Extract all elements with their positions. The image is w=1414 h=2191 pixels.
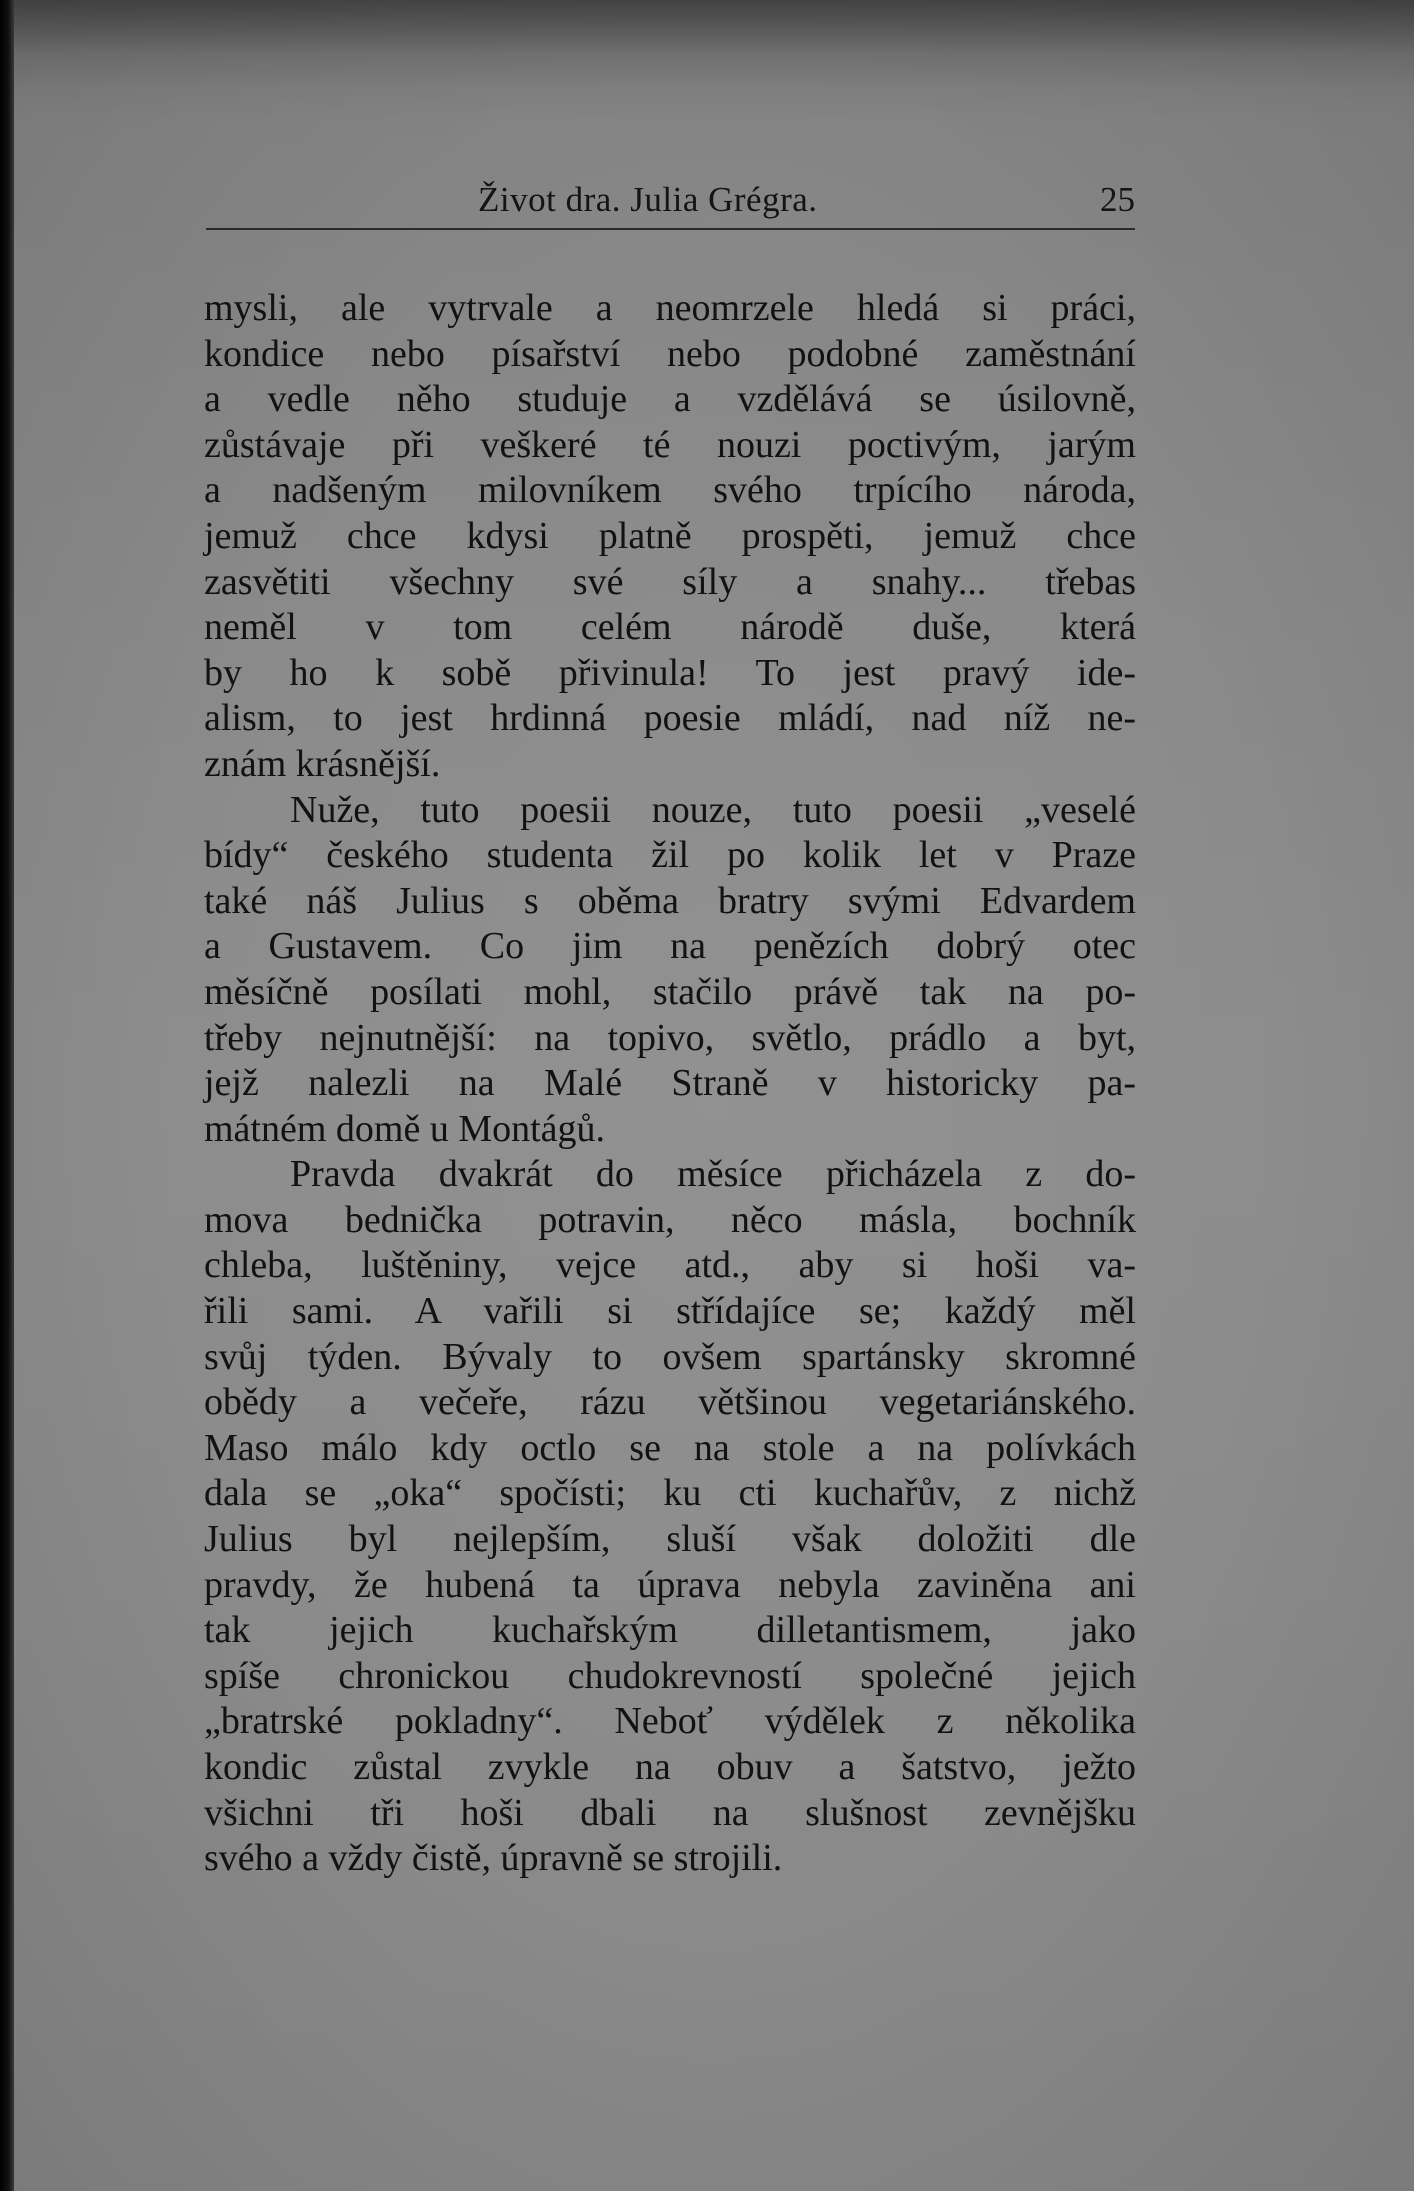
text-line: neměl v tom celém národě duše, která [204, 606, 1136, 649]
text-line: znám krásnější. [204, 742, 441, 785]
text-line: a vedle něho studuje a vzdělává se úsilovně, [204, 378, 1136, 421]
text-line: Maso málo kdy octlo se na stole a na polívkách [204, 1426, 1136, 1469]
text-line: Julius byl nejlepším, sluší však doložiti dle [204, 1518, 1136, 1561]
body-text [204, 286, 1136, 1882]
text-line: mátném domě u Montágů. [204, 1107, 606, 1150]
text-line: Nuže, tuto poesii nouze, tuto poesii „veselé [290, 788, 1136, 831]
text-line: obědy a večeře, rázu většinou vegetariánského. [204, 1381, 1136, 1424]
text-line: jemuž chce kdysi platně prospěti, jemuž chce [204, 514, 1136, 557]
text-line: pravdy, že hubená ta úprava nebyla zaviněna ani [204, 1563, 1136, 1606]
text-line: svůj týden. Bývaly to ovšem spartánsky skromné [204, 1335, 1136, 1378]
text-line: chleba, luštěniny, vejce atd., aby si hoši va- [204, 1244, 1136, 1287]
text-line: bídy“ českého studenta žil po kolik let v Praze [204, 834, 1136, 877]
text-line: Pravda dvakrát do měsíce přicházela z do- [290, 1153, 1136, 1196]
text-line: a nadšeným milovníkem svého trpícího národa, [204, 469, 1136, 512]
text-line: všichni tři hoši dbali na slušnost zevnějšku [204, 1791, 1136, 1834]
text-line: řili sami. A vařili si střídajíce se; každý měl [204, 1290, 1136, 1333]
text-line: zůstávaje při veškeré té nouzi poctivým, jarým [204, 423, 1136, 466]
text-line: kondic zůstal zvykle na obuv a šatstvo, ježto [204, 1746, 1136, 1788]
page-number: 25 [1100, 180, 1135, 219]
text-line: a Gustavem. Co jim na penězích dobrý otec [204, 925, 1136, 968]
text-line: spíše chronickou chudokrevností společné jejich [204, 1654, 1136, 1697]
running-header [206, 178, 1135, 230]
text-line: svého a vždy čistě, úpravně se strojili. [204, 1837, 783, 1880]
running-title: Život dra. Julia Grégra. [478, 180, 818, 219]
text-line: zasvětiti všechny své síly a snahy... třebas [204, 560, 1136, 603]
text-line: by ho k sobě přivinula! To jest pravý ide- [204, 651, 1136, 694]
text-line: měsíčně posílati mohl, stačilo právě tak na po- [204, 970, 1136, 1013]
text-line: dala se „oka“ spočísti; ku cti kuchařův, z nichž [204, 1472, 1136, 1515]
text-line: také náš Julius s oběma bratry svými Edvardem [204, 879, 1136, 922]
text-line: „bratrské pokladny“. Neboť výdělek z několika [204, 1700, 1136, 1743]
text-line: tak jejich kuchařským dilletantismem, jako [204, 1609, 1136, 1652]
text-line: jejž nalezli na Malé Straně v historicky pa- [204, 1062, 1136, 1105]
text-line: třeby nejnutnější: na topivo, světlo, prádlo a byt, [204, 1016, 1136, 1059]
binding-edge [0, 0, 14, 2191]
page-top-shadow [14, 0, 1414, 120]
text-line: mysli, ale vytrvale a neomrzele hledá si práci, [204, 287, 1136, 329]
text-line: kondice nebo písařství nebo podobné zaměstnání [204, 332, 1136, 375]
text-line: mova bednička potravin, něco másla, bochník [204, 1198, 1136, 1241]
text-line: alism, to jest hrdinná poesie mládí, nad níž ne- [204, 697, 1136, 740]
